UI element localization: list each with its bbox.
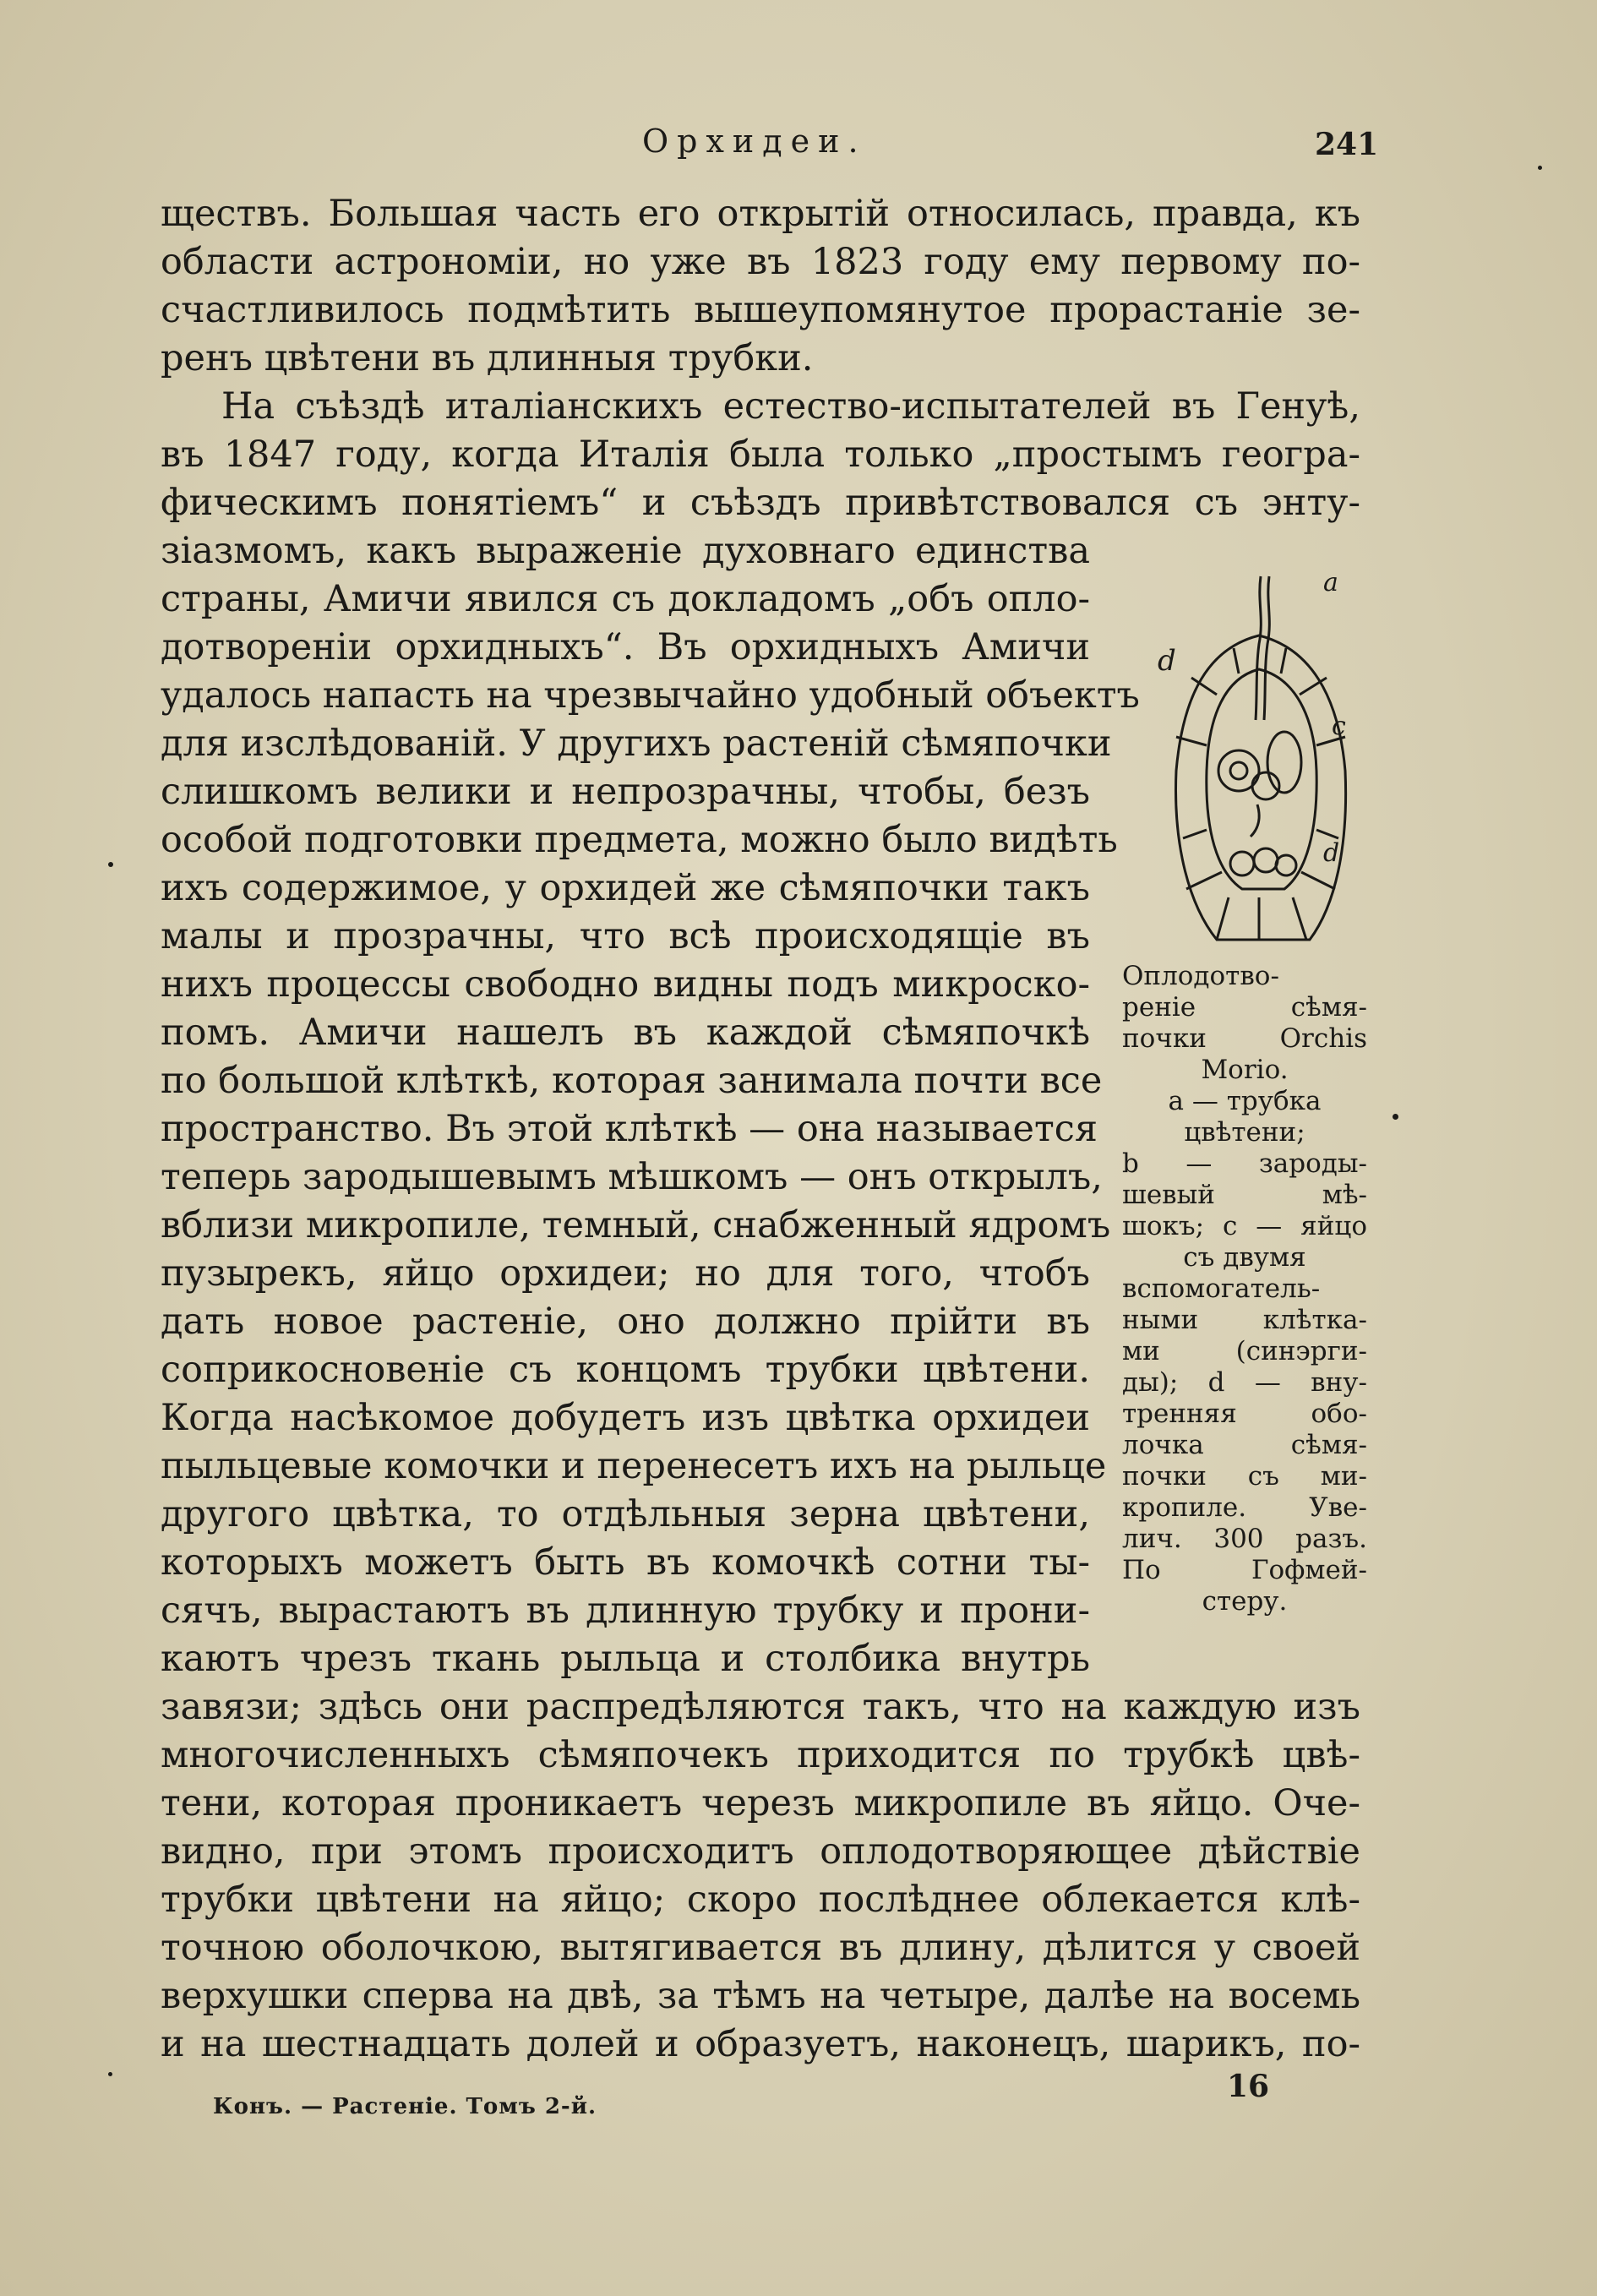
signature-mark: Конъ. — Растеніе. Томъ 2-й. [213,2094,597,2119]
print-speck [1538,166,1542,170]
caption-line: кропиле. Уве- [1122,1492,1367,1523]
text-line: Когда насѣкомое добудетъ изъ цвѣтка орхидеи [161,1397,1090,1439]
caption-line: стеру. [1202,1586,1288,1617]
caption-line: Оплодотво- [1122,961,1279,991]
caption-line: лочка сѣмя- [1122,1430,1367,1460]
print-speck [108,2072,112,2076]
caption-line: b — зароды- [1122,1148,1367,1179]
text-line: области астрономіи, но уже въ 1823 году ему первому по- [161,241,1360,283]
text-line: сячъ, вырастаютъ въ длинную трубку и прони- [161,1590,1090,1632]
caption-line: тренняя обо- [1122,1399,1367,1429]
ovule-illustration [1158,568,1360,948]
caption-line: ными клѣтка- [1122,1305,1367,1335]
text-line: которыхъ можетъ быть въ комочкѣ сотни ты- [161,1541,1090,1584]
caption-line: почки съ ми- [1122,1461,1367,1492]
text-line: въ 1847 году, когда Италія была только „простымъ геогра- [161,434,1360,476]
caption-line: шевый мѣ- [1122,1180,1367,1210]
text-line: малы и прозрачны, что всѣ происходящіе въ [161,915,1090,957]
signature-number: 16 [1227,2069,1270,2104]
text-line: помъ. Амичи нашелъ въ каждой сѣмяпочкѣ [161,1012,1090,1054]
figure-label-a: a [1323,568,1338,597]
text-line: пыльцевые комочки и перенесетъ ихъ на рыльце [161,1445,1107,1487]
text-line: завязи; здѣсь они распредѣляются такъ, что на каждую изъ [161,1686,1360,1728]
text-line: удалось напасть на чрезвычайно удобный объектъ [161,674,1140,717]
text-line: соприкосновеніе съ концомъ трубки цвѣтени. [161,1349,1090,1391]
text-line: и на шестнадцать долей и образуетъ, наконецъ, шарикъ, по- [161,2023,1360,2065]
text-line: дать новое растеніе, оно должно прійти въ [161,1301,1090,1343]
caption-line: лич. 300 разъ. [1122,1524,1367,1554]
text-line: другого цвѣтка, то отдѣльныя зерна цвѣтени, [161,1493,1090,1535]
text-line: видно, при этомъ происходитъ оплодотворяющее дѣйствіе [161,1830,1360,1873]
caption-line: съ двумя [1183,1242,1306,1273]
ovule-figure [1158,568,1360,948]
page-header-title: Орхидеи. [642,123,867,160]
text-line: многочисленныхъ сѣмяпочекъ приходится по трубкѣ цвѣ- [161,1734,1360,1776]
text-line: точною оболочкою, вытягивается въ длину, дѣлится у своей [161,1927,1360,1969]
print-speck [1393,1114,1398,1120]
text-line: каютъ чрезъ ткань рыльца и столбика внутрь [161,1638,1090,1680]
text-line: зіазмомъ, какъ выраженіе духовнаго единства [161,530,1090,572]
text-line: тени, которая проникаетъ черезъ микропиле въ яйцо. Оче- [161,1782,1360,1824]
caption-line: a — трубка [1168,1086,1322,1116]
text-line: теперь зародышевымъ мѣшкомъ — онъ открылъ, [161,1156,1103,1198]
text-line: счастливилось подмѣтить вышеупомянутое прорастаніе зе- [161,289,1360,331]
text-line: верхушки сперва на двѣ, за тѣмъ на четыре, далѣе на восемь [161,1975,1360,2017]
text-line: пузырекъ, яйцо орхидеи; но для того, чтобъ [161,1252,1090,1295]
text-line: страны, Амичи явился съ докладомъ „объ опло- [161,578,1090,620]
text-line: особой подготовки предмета, можно было видѣть [161,819,1118,861]
caption-line: вспомогатель- [1122,1273,1321,1304]
print-speck [108,862,113,867]
text-line: На съѣздѣ италіанскихъ естество-испытателей въ Генуѣ, [221,385,1360,428]
text-line: фическимъ понятіемъ“ и съѣздъ привѣтствовался съ энту- [161,482,1360,524]
caption-line: почки Orchis [1122,1023,1367,1054]
text-line: трубки цвѣтени на яйцо; скоро послѣднее облекается клѣ- [161,1879,1360,1921]
caption-line: цвѣтени; [1184,1117,1305,1148]
text-line: дотвореніи орхидныхъ“. Въ орхидныхъ Амичи [161,626,1090,668]
caption-line: По Гофмей- [1122,1555,1367,1585]
text-line: для изслѣдованій. У другихъ растеній сѣмяпочки [161,723,1112,765]
caption-line: ми (синэрги- [1122,1336,1367,1366]
caption-line: реніе сѣмя- [1122,992,1367,1023]
text-line: нихъ процессы свободно видны подъ микроско- [161,963,1090,1006]
figure-label-c: c [1332,712,1346,741]
figure-label-d-left: d [1158,644,1176,678]
text-line: ществъ. Большая часть его открытій относилась, правда, къ [161,193,1360,235]
figure-label-d-right: d [1323,838,1340,868]
text-line: пространство. Въ этой клѣткѣ — она называется [161,1108,1098,1150]
text-line: по большой клѣткѣ, которая занимала почти все [161,1060,1103,1102]
text-line: вблизи микропиле, темный, снабженный ядромъ [161,1204,1111,1246]
caption-line: шокъ; c — яйцо [1122,1211,1367,1241]
text-line: слишкомъ велики и непрозрачны, чтобы, безъ [161,771,1090,813]
caption-line: Morio. [1201,1055,1289,1085]
page-number: 241 [1315,127,1379,162]
text-line: ренъ цвѣтени въ длинныя трубки. [161,337,814,379]
caption-line: ды); d — вну- [1122,1367,1367,1398]
text-line: ихъ содержимое, у орхидей же сѣмяпочки такъ [161,867,1090,909]
